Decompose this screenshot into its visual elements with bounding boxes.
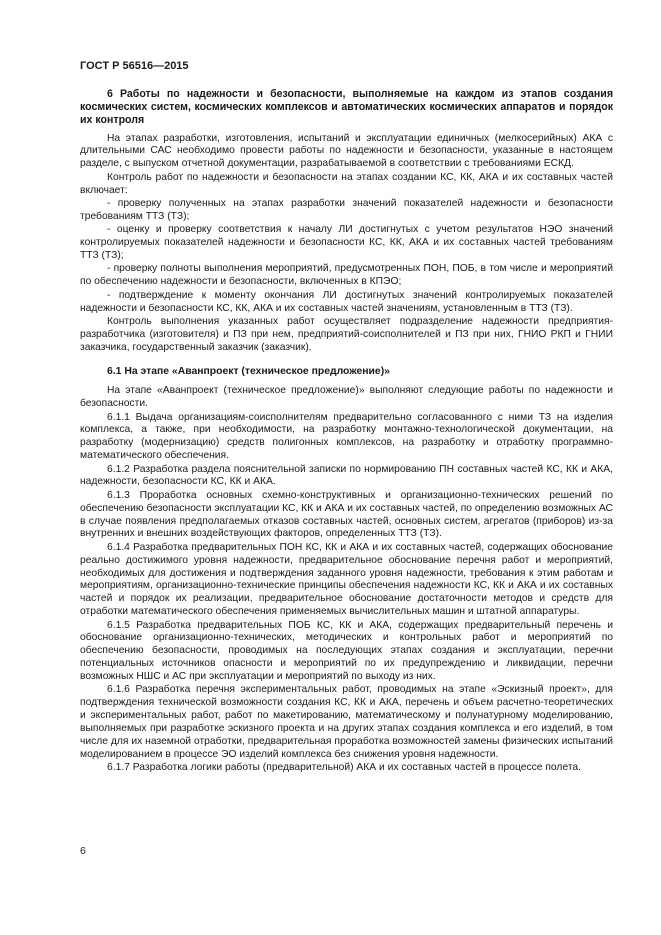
- paragraph: 6.1.2 Разработка раздела пояснительной записки по нормированию ПН составных частей КС, КК и АКА, надежности, безопасности КС, КК и АКА.: [80, 463, 613, 488]
- page-content: [80, 88, 613, 775]
- paragraph: На этапе «Аванпроект (техническое предложение)» выполняют следующие работы по надежности и безопасности.: [80, 385, 613, 410]
- paragraph: 6.1.1 Выдача организациям-соисполнителям предварительно согласованного с ними ТЗ на изделия комплекса, а также, при необходимости, на разработку монтажно-технологической документации, на разработку (модернизацию) средств полигонных комплексов, на разработку и отработку программно-математического обеспечения.: [80, 411, 613, 462]
- paragraph: - оценку и проверку соответствия к началу ЛИ достигнутых с учетом результатов НЭО значений контролируемых показателей надежности и безопасности КС, КК, АКА и их составных частей требованиям ТТЗ (ТЗ);: [80, 224, 613, 261]
- paragraph: - подтверждение к моменту окончания ЛИ достигнутых значений контролируемых показателей надежности и безопасности КС, КК, АКА и их составных частей значениям, установленным в ТТЗ (ТЗ).: [80, 289, 613, 314]
- page-number: 6: [80, 845, 86, 857]
- document-header: ГОСТ Р 56516—2015: [80, 60, 189, 72]
- paragraph: - проверку полноты выполнения мероприятий, предусмотренных ПОН, ПОБ, в том числе и мероприятий по обеспечению надежности и безопасности, включенных в КПЭО;: [80, 263, 613, 288]
- paragraph: 6.1.5 Разработка предварительных ПОБ КС, КК и АКА, содержащих предварительный перечень и обоснование организационно-технических, методических и контрольных работ и мероприятий по обеспечению безопасности, проводимых на последующих этапах создания и эксплуатации, перечни потенциальных источников опасности и мероприятий по их предупреждению и ликвидации, перечни возможных НШС и АС при эксплуатации и мероприятий по выходу из них.: [80, 619, 613, 682]
- section-6-1-heading: 6.1 На этапе «Аванпроект (техническое предложение)»: [107, 365, 390, 377]
- section-6-heading: 6 Работы по надежности и безопасности, выполняемые на каждом из этапов создания космических систем, космических комплексов и автоматических космических аппаратов и порядок их контроля: [80, 88, 613, 127]
- paragraph: 6.1.3 Проработка основных схемно-конструктивных и организационно-технических решений по обеспечению безопасности эксплуатации КС, КК и АКА и их составных частей, по определению возможных АС в случае появления предполагаемых отказов составных частей, основных систем, агрегатов (приборов) из-за внутренних и внешних воздействующих факторов, определенных ТТЗ (ТЗ).: [80, 489, 613, 540]
- section-6-body: [80, 133, 613, 355]
- paragraph: - проверку полученных на этапах разработки значений показателей надежности и безопасности требованиям ТТЗ (ТЗ);: [80, 198, 613, 222]
- paragraph: Контроль работ по надежности и безопасности на этапах создании КС, КК, АКА и их составных частей включает:: [80, 171, 613, 196]
- paragraph: 6.1.7 Разработка логики работы (предварительной) АКА и их составных частей в процессе полета.: [107, 761, 582, 773]
- paragraph: 6.1.6 Разработка перечня экспериментальных работ, проводимых на этапе «Эскизный проект», для подтверждения технической возможности создания КС, КК и АКА, перечень и объем расчетно-теоретических и экспериментальных работ, работ по макетированию, математическому и полунатурному моделированию, выполняемых при разработке эскизного проекта и на других этапах создания комплекса и его изделий, в том числе для их наземной отработки, предварительная проработка возможностей замены физических испытаний моделированием в процессе ЭО изделий комплекса без снижения уровня надежности.: [80, 684, 613, 760]
- paragraph: Контроль выполнения указанных работ осуществляет подразделение надежности предприятия-разработчика (изготовителя) и ПЗ при нем, предприятий-соисполнителей и ПЗ при них, ГНИО РКП и ГНИИ заказчика, государственный заказчик (заказчик).: [80, 315, 613, 353]
- paragraph: 6.1.4 Разработка предварительных ПОН КС, КК и АКА и их составных частей, содержащих обоснование реально достижимого уровня надежности, предварительное обоснование перечня работ и мероприятий, необходимых для достижения и подтверждения заданного уровня надежности, требования к этим работам и мероприятиям, организационно-технические принципы обеспечения надежности КС, КК и АКА и их составных частей и порядок их реализации, предварительное обоснование достаточности методов и средств для отработки математического обеспечения применяемых вычислительных машин и штатной аппаратуры.: [80, 541, 613, 618]
- paragraph: На этапах разработки, изготовления, испытаний и эксплуатации единичных (мелкосерийных) АКА с длительными САС необходимо провести работы по надежности и безопасности, указанные в настоящем разделе, с выпуском отчетной документации, разрабатываемой в соответствии с требованиями ЕСКД.: [80, 132, 613, 170]
- section-6-1-body: [80, 385, 613, 774]
